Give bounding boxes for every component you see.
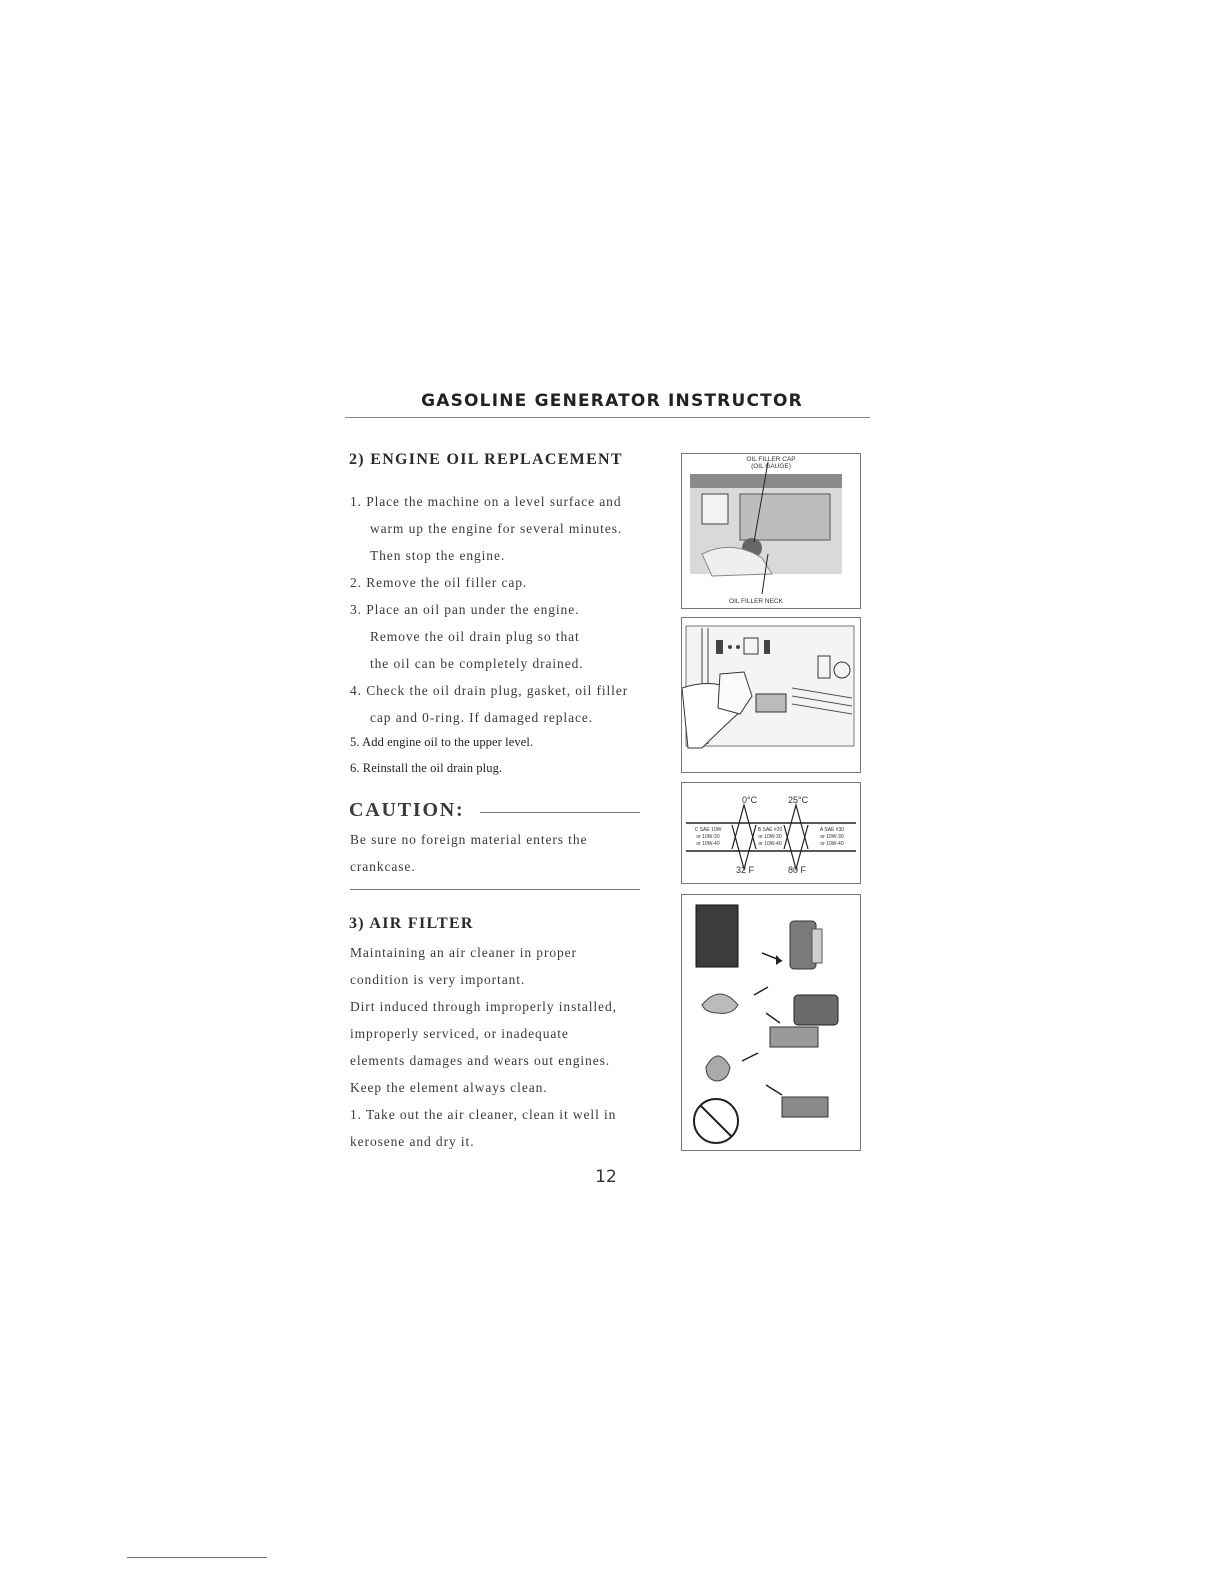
air-line: 1. Take out the air cleaner, clean it well in	[350, 1107, 617, 1122]
air-line: condition is very important.	[350, 972, 526, 987]
oil-step-line: Remove the oil drain plug so that	[370, 629, 580, 644]
oil-step-line: 3. Place an oil pan under the engine.	[350, 602, 580, 617]
add-oil-figure	[681, 617, 861, 773]
caution-line: crankcase.	[350, 859, 416, 874]
label-oil-filler-neck: OIL FILLER NECK	[729, 598, 783, 605]
air-line: Maintaining an air cleaner in proper	[350, 945, 577, 960]
grade-b-line: or 10W-40	[758, 841, 782, 847]
air-section-title: 3) AIR FILTER	[349, 915, 474, 932]
air-line: kerosene and dry it.	[350, 1134, 475, 1149]
oil-step-line: cap and 0-ring. If damaged replace.	[370, 710, 594, 725]
oil-step-line: Then stop the engine.	[370, 548, 506, 563]
grade-b-line: or 10W-30	[758, 834, 782, 840]
grade-c-line: or 10W-40	[696, 841, 720, 847]
air-filter-figure	[681, 894, 861, 1151]
oil-filler-illustration	[682, 454, 860, 608]
temp-label-0c: 0°C	[742, 795, 758, 805]
grade-a-line: or 10W-30	[820, 834, 844, 840]
temp-label-32f: 32 F	[736, 865, 755, 875]
air-filter-cleaning-illustration	[682, 895, 860, 1150]
oil-step-line: 1. Place the machine on a level surface and	[350, 494, 622, 509]
grade-a-line: or 10W-40	[820, 841, 844, 847]
footer-line	[127, 1557, 267, 1558]
grade-c-line: C SAE 10W	[694, 827, 722, 833]
oil-section-title: 2) ENGINE OIL REPLACEMENT	[349, 451, 623, 468]
air-line: Keep the element always clean.	[350, 1080, 548, 1095]
label-oil-filler-cap: OIL FILLER CAP	[746, 456, 796, 463]
grade-a-line: A SAE #30	[819, 827, 845, 833]
grade-b-line: B SAE #20	[757, 827, 783, 833]
temp-label-80f: 80 F	[788, 865, 807, 875]
temp-label-25c: 25°C	[788, 795, 809, 805]
oil-step-line: the oil can be completely drained.	[370, 656, 584, 671]
oil-step-line: 4. Check the oil drain plug, gasket, oil filler	[350, 683, 629, 698]
viscosity-chart-illustration	[682, 783, 860, 883]
oil-filler-figure	[681, 453, 861, 609]
oil-step-line: 2. Remove the oil filler cap.	[350, 575, 528, 590]
air-line: improperly serviced, or inadequate	[350, 1026, 569, 1041]
header-divider	[345, 417, 870, 418]
caution-title-rule	[480, 812, 640, 813]
page-header-title: GASOLINE GENERATOR INSTRUCTOR	[421, 391, 803, 411]
caution-title: CAUTION:	[349, 799, 465, 821]
oil-step-line: warm up the engine for several minutes.	[370, 521, 623, 536]
grade-c-line: or 10W-30	[696, 834, 720, 840]
caution-bottom-rule	[350, 889, 640, 890]
label-oil-gauge: (OIL GAUGE)	[751, 463, 791, 470]
air-line: elements damages and wears out engines.	[350, 1053, 611, 1068]
pour-oil-illustration	[682, 618, 860, 772]
caution-line: Be sure no foreign material enters the	[350, 832, 588, 847]
page-number: 12	[595, 1167, 617, 1187]
oil-step-line: 6. Reinstall the oil drain plug.	[350, 761, 503, 775]
oil-step-line: 5. Add engine oil to the upper level.	[350, 735, 534, 749]
air-line: Dirt induced through improperly installed,	[350, 999, 617, 1014]
oil-viscosity-figure	[681, 782, 861, 884]
